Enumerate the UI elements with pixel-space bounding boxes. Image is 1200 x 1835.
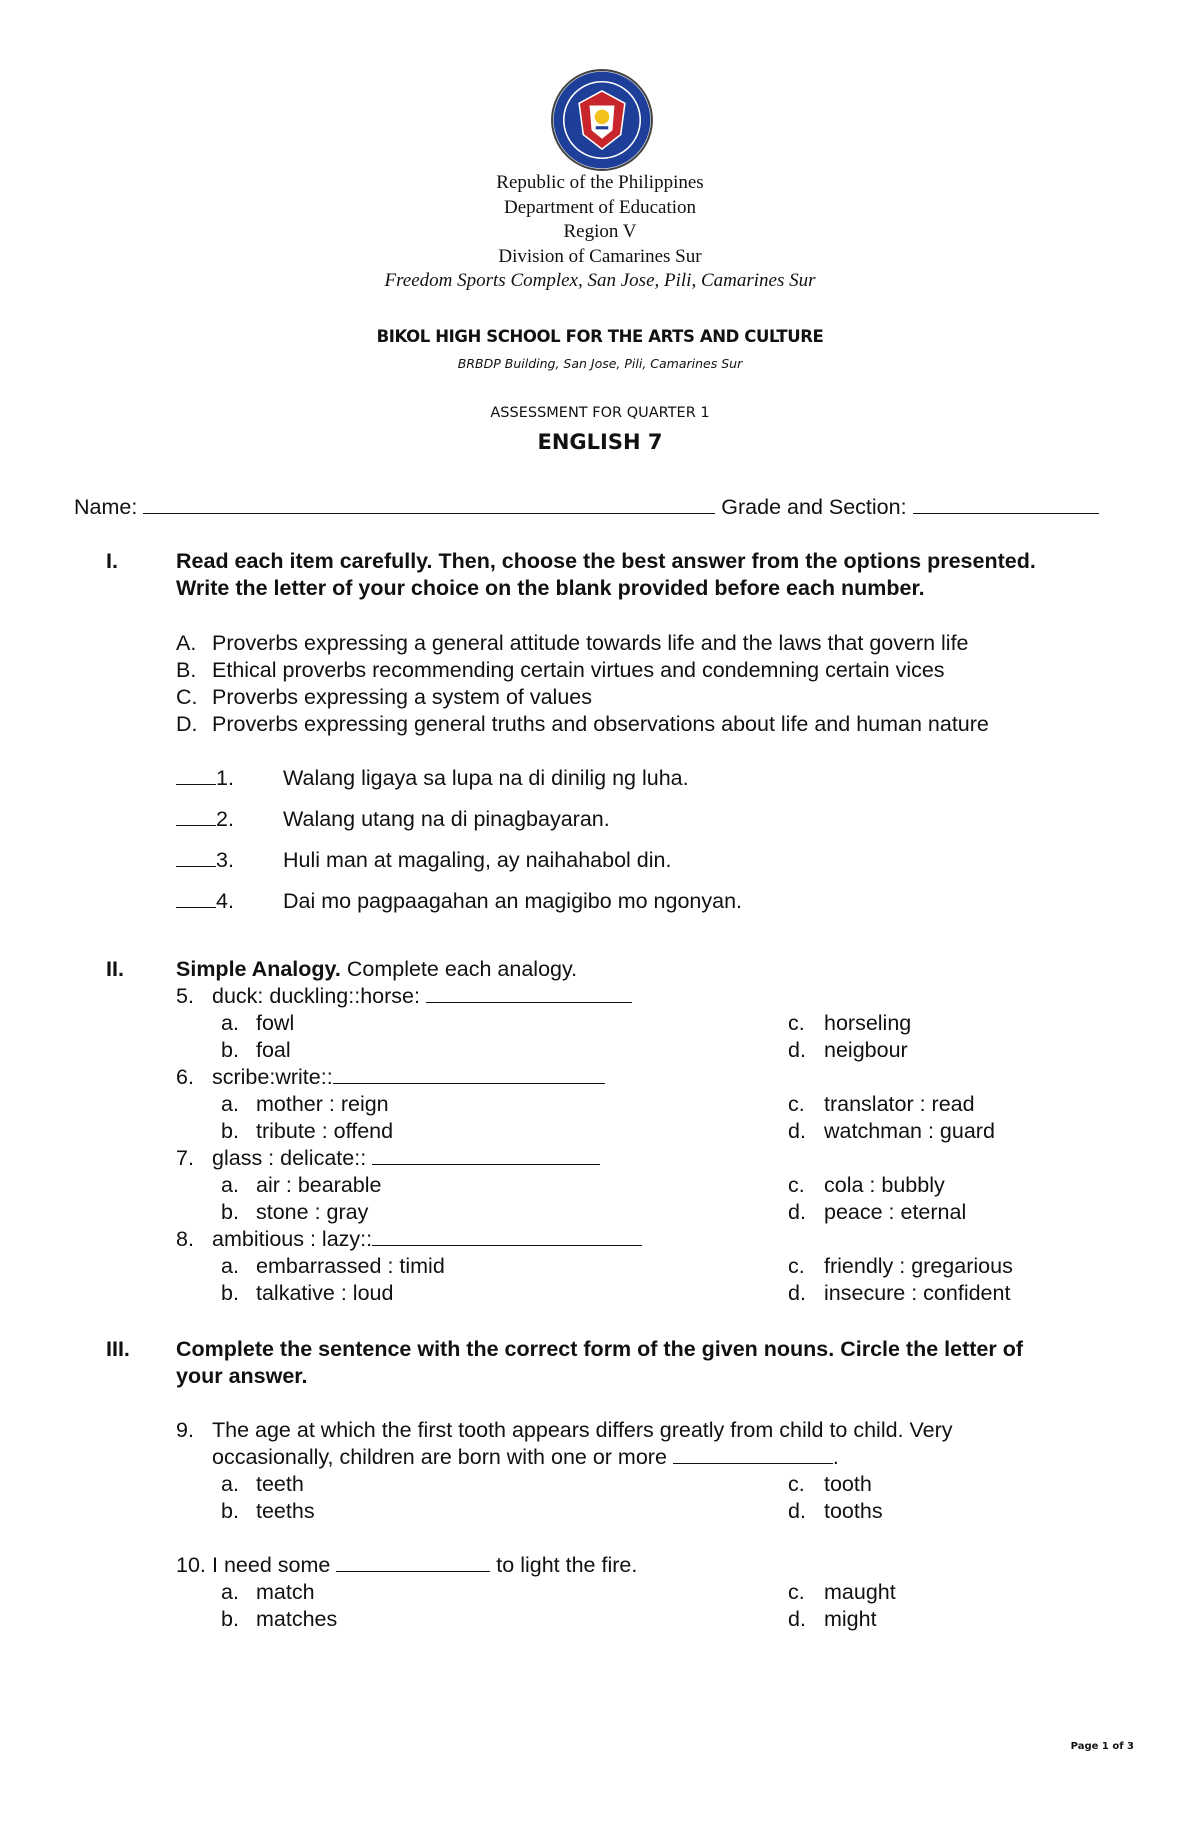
choice-letter: a.: [221, 1011, 239, 1035]
question-10-text-end: to light the fire.: [490, 1553, 638, 1577]
section-3-instruction-2: your answer.: [176, 1364, 308, 1388]
option-letter: D.: [176, 712, 198, 736]
item-number: 3.: [216, 848, 234, 872]
option-letter: B.: [176, 658, 197, 682]
name-blank[interactable]: [143, 494, 715, 514]
item-number: 2.: [216, 807, 234, 831]
item-1: [176, 765, 234, 791]
deped-seal-icon: [550, 68, 654, 172]
question-9-choice-d: tooths: [824, 1499, 883, 1523]
question-5-choice-b: foal: [256, 1038, 291, 1062]
question-8-choice-a: embarrassed : timid: [256, 1254, 445, 1278]
choice-letter: b.: [221, 1200, 239, 1224]
choice-letter: d.: [788, 1499, 806, 1523]
item-number: 4.: [216, 889, 234, 913]
question-8-choice-b: talkative : loud: [256, 1281, 394, 1305]
choice-letter: b.: [221, 1499, 239, 1523]
item-1-text: Walang ligaya sa lupa na di dinilig ng luha.: [283, 766, 689, 790]
assessment-title: ASSESSMENT FOR QUARTER 1: [490, 405, 710, 421]
choice-letter: b.: [221, 1281, 239, 1305]
answer-blank[interactable]: [176, 765, 216, 785]
answer-blank[interactable]: [176, 888, 216, 908]
question-5-choice-d: neigbour: [824, 1038, 908, 1062]
question-9-choice-c: tooth: [824, 1472, 872, 1496]
question-10-choice-c: maught: [824, 1580, 896, 1604]
answer-blank[interactable]: [176, 806, 216, 826]
choice-letter: b.: [221, 1607, 239, 1631]
question-7-choice-b: stone : gray: [256, 1200, 369, 1224]
question-8-choice-d: insecure : confident: [824, 1281, 1011, 1305]
question-7: [212, 1145, 600, 1171]
question-7-text: glass : delicate::: [212, 1146, 367, 1170]
question-10-number: 10.: [176, 1553, 206, 1577]
choice-letter: c.: [788, 1092, 805, 1116]
option-a: [176, 630, 196, 656]
question-6-text: scribe:write::: [212, 1065, 333, 1089]
question-6-choice-c: translator : read: [824, 1092, 975, 1116]
school-address: BRBDP Building, San Jose, Pili, Camarines Sur: [457, 356, 743, 371]
question-6-choice-a: mother : reign: [256, 1092, 389, 1116]
option-b-text: Ethical proverbs recommending certain virtues and condemning certain vices: [212, 658, 945, 682]
answer-blank[interactable]: [333, 1064, 605, 1084]
question-6: [212, 1064, 605, 1090]
division-line: Division of Camarines Sur: [498, 246, 702, 267]
choice-letter: b.: [221, 1038, 239, 1062]
question-10-choice-b: matches: [256, 1607, 338, 1631]
item-4: [176, 888, 234, 914]
choice-letter: d.: [788, 1607, 806, 1631]
school-name: BIKOL HIGH SCHOOL FOR THE ARTS AND CULTURE: [376, 327, 824, 346]
question-8-number: 8.: [176, 1227, 194, 1251]
question-10: [212, 1552, 637, 1578]
choice-letter: d.: [788, 1200, 806, 1224]
question-6-choice-d: watchman : guard: [824, 1119, 995, 1143]
item-number: 1.: [216, 766, 234, 790]
option-letter: C.: [176, 685, 198, 709]
choice-letter: a.: [221, 1092, 239, 1116]
section-2-title: Simple Analogy.: [176, 957, 341, 981]
question-9-line-2: [212, 1444, 839, 1470]
answer-blank[interactable]: [176, 847, 216, 867]
section-2-numeral: II.: [106, 957, 124, 981]
question-7-choice-a: air : bearable: [256, 1173, 382, 1197]
option-c: [176, 684, 198, 710]
choice-letter: d.: [788, 1281, 806, 1305]
question-9-choice-a: teeth: [256, 1472, 304, 1496]
choice-letter: c.: [788, 1254, 805, 1278]
question-8: [212, 1226, 642, 1252]
item-3-text: Huli man at magaling, ay naihahabol din.: [283, 848, 672, 872]
choice-letter: b.: [221, 1119, 239, 1143]
question-5-text: duck: duckling::horse:: [212, 984, 420, 1008]
question-9-number: 9.: [176, 1418, 194, 1442]
subject-title: ENGLISH 7: [537, 430, 663, 454]
question-7-number: 7.: [176, 1146, 194, 1170]
option-d: [176, 711, 198, 737]
choice-letter: a.: [221, 1472, 239, 1496]
section-1-numeral: I.: [106, 549, 118, 573]
department-line: Department of Education: [503, 197, 697, 218]
answer-blank[interactable]: [673, 1444, 833, 1464]
section-2-instruction: Complete each analogy.: [340, 957, 578, 981]
question-5-choice-a: fowl: [256, 1011, 295, 1035]
option-d-text: Proverbs expressing general truths and observations about life and human nature: [212, 712, 989, 736]
name-field-row: [74, 494, 1099, 520]
grade-section-blank[interactable]: [913, 494, 1099, 514]
section-1-instruction-2: Write the letter of your choice on the blank provided before each number.: [176, 576, 925, 600]
option-a-text: Proverbs expressing a general attitude towards life and the laws that govern life: [212, 631, 969, 655]
choice-letter: a.: [221, 1173, 239, 1197]
question-10-text: I need some: [212, 1553, 331, 1577]
choice-letter: a.: [221, 1254, 239, 1278]
grade-section-label: Grade and Section:: [721, 495, 907, 519]
question-9-text: occasionally, children are born with one or more: [212, 1445, 667, 1469]
choice-letter: d.: [788, 1119, 806, 1143]
question-10-choice-a: match: [256, 1580, 315, 1604]
question-8-text: ambitious : lazy::: [212, 1227, 373, 1251]
choice-letter: c.: [788, 1011, 805, 1035]
item-2-text: Walang utang na di pinagbayaran.: [283, 807, 610, 831]
answer-blank[interactable]: [372, 1226, 642, 1246]
section-1-instruction-1: Read each item carefully. Then, choose the best answer from the options presented.: [176, 549, 1036, 573]
option-letter: A.: [176, 631, 197, 655]
question-9-period: .: [832, 1445, 839, 1469]
item-3: [176, 847, 234, 873]
question-6-choice-b: tribute : offend: [256, 1119, 394, 1143]
page-number: Page 1 of 3: [1070, 1741, 1134, 1752]
question-10-choice-d: might: [824, 1607, 877, 1631]
question-5: [212, 983, 632, 1009]
question-9-choice-b: teeths: [256, 1499, 315, 1523]
choice-letter: c.: [788, 1580, 805, 1604]
choice-letter: c.: [788, 1173, 805, 1197]
item-2: [176, 806, 234, 832]
question-7-choice-c: cola : bubbly: [824, 1173, 945, 1197]
section-3-numeral: III.: [106, 1337, 130, 1361]
choice-letter: a.: [221, 1580, 239, 1604]
item-4-text: Dai mo pagpaagahan an magigibo mo ngonyan.: [283, 889, 742, 913]
section-2-heading: [176, 956, 577, 982]
answer-blank[interactable]: [426, 983, 632, 1003]
question-8-choice-c: friendly : gregarious: [824, 1254, 1013, 1278]
question-6-number: 6.: [176, 1065, 194, 1089]
choice-letter: c.: [788, 1472, 805, 1496]
option-b: [176, 657, 196, 683]
section-3-instruction-1: Complete the sentence with the correct form of the given nouns. Circle the letter of: [176, 1337, 1023, 1361]
question-5-choice-c: horseling: [824, 1011, 912, 1035]
choice-letter: d.: [788, 1038, 806, 1062]
answer-blank[interactable]: [372, 1145, 600, 1165]
question-5-number: 5.: [176, 984, 194, 1008]
question-9-line-1: The age at which the first tooth appears differs greatly from child to child. Very: [212, 1418, 953, 1442]
division-address: Freedom Sports Complex, San Jose, Pili, Camarines Sur: [384, 270, 816, 291]
region-line: Region V: [563, 221, 637, 242]
question-7-choice-d: peace : eternal: [824, 1200, 967, 1224]
republic-line: Republic of the Philippines: [496, 172, 704, 193]
name-label: Name:: [74, 495, 138, 519]
option-c-text: Proverbs expressing a system of values: [212, 685, 592, 709]
answer-blank[interactable]: [336, 1552, 490, 1572]
